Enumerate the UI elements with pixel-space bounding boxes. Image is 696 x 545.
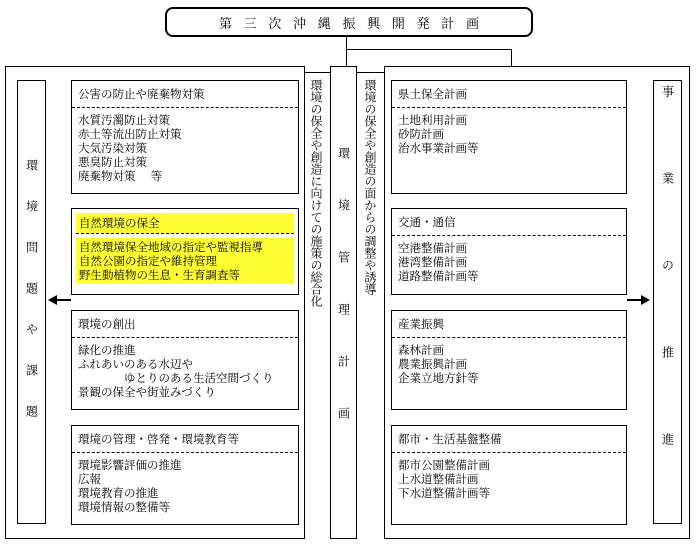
left-side-label: 環境問題や課題 — [24, 158, 39, 446]
list-item: 広報 — [78, 472, 101, 486]
list-item: ふれあいのある水辺や — [78, 357, 193, 371]
left-box-creation-header: 環境の創出 — [72, 311, 298, 338]
list-item: 赤土等流出防止対策 — [78, 127, 182, 141]
central-plan-label: 環境管理計画 — [336, 146, 351, 459]
left-box-creation — [71, 310, 299, 410]
right-box-land-header: 県土保全計画 — [392, 81, 626, 108]
right-box-industry-items — [392, 338, 626, 385]
list-item: 企業立地方針等 — [398, 371, 479, 385]
right-box-industry — [391, 310, 627, 410]
right-arrow-icon — [627, 295, 650, 305]
left-box-pollution — [71, 80, 299, 194]
list-item: ゆとりのある生活空間づくり — [78, 371, 274, 385]
right-box-transport — [391, 208, 627, 295]
list-item: 悪臭防止対策 — [78, 155, 147, 169]
right-box-transport-items — [392, 236, 626, 283]
list-item: 環境影響評価の推進 — [78, 458, 182, 472]
right-box-urban-items — [392, 453, 626, 500]
list-item: 野生動植物の生息・生育調査等 — [79, 268, 240, 282]
left-box-nature — [71, 208, 299, 295]
left-box-creation-items — [72, 338, 298, 399]
right-box-urban-header: 都市・生活基盤整備 — [392, 426, 626, 453]
left-box-management-header: 環境の管理・啓発・環境教育等 — [72, 426, 298, 453]
list-item: 治水事業計画等 — [398, 141, 479, 155]
list-item: 景観の保全や街並みづくり — [78, 385, 216, 399]
left-arrow-icon — [48, 295, 71, 305]
list-item: 緑化の推進 — [78, 343, 136, 357]
left-box-nature-header: 自然環境の保全 — [76, 213, 294, 234]
right-box-industry-header: 産業振興 — [392, 311, 626, 338]
list-item: 空港整備計画 — [398, 241, 467, 255]
list-item: 環境情報の整備等 — [78, 500, 170, 514]
left-box-pollution-items — [72, 108, 298, 183]
list-item: 下水道整備計画等 — [398, 486, 490, 500]
list-item: 廃棄物対策 等 — [78, 169, 163, 183]
left-box-management — [71, 425, 299, 525]
list-item: 道路整備計画等 — [398, 269, 479, 283]
right-side-label: 事業の推進 — [660, 84, 675, 520]
left-connector-text: 環境の保全や創造に向けての施策の総合化 — [309, 79, 323, 307]
right-box-land — [391, 80, 627, 194]
right-box-urban — [391, 425, 627, 525]
list-item: 大気汚染対策 — [78, 141, 147, 155]
left-box-nature-items — [76, 238, 294, 284]
list-item: 都市公園整備計画 — [398, 458, 490, 472]
right-box-land-items — [392, 108, 626, 155]
left-box-pollution-header: 公害の防止や廃棄物対策 — [72, 81, 298, 108]
plan-title-text: 第三次沖縄振興開発計画 — [218, 16, 491, 32]
list-item: 水質汚濁防止対策 — [78, 113, 170, 127]
list-item: 上水道整備計画 — [398, 472, 479, 486]
list-item: 砂防計画 — [398, 127, 444, 141]
list-item: 自然環境保全地域の指定や監視指導 — [79, 240, 263, 254]
list-item: 自然公園の指定や維持管理 — [79, 254, 217, 268]
right-connector-text: 環境の保全や創造の面からの調整や誘導 — [363, 79, 377, 295]
list-item: 森林計画 — [398, 343, 444, 357]
left-box-management-items — [72, 453, 298, 514]
list-item: 土地利用計画 — [398, 113, 467, 127]
list-item: 環境教育の推進 — [78, 486, 159, 500]
list-item: 農業振興計画 — [398, 357, 467, 371]
right-box-transport-header: 交通・通信 — [392, 209, 626, 236]
list-item: 港湾整備計画 — [398, 255, 467, 269]
